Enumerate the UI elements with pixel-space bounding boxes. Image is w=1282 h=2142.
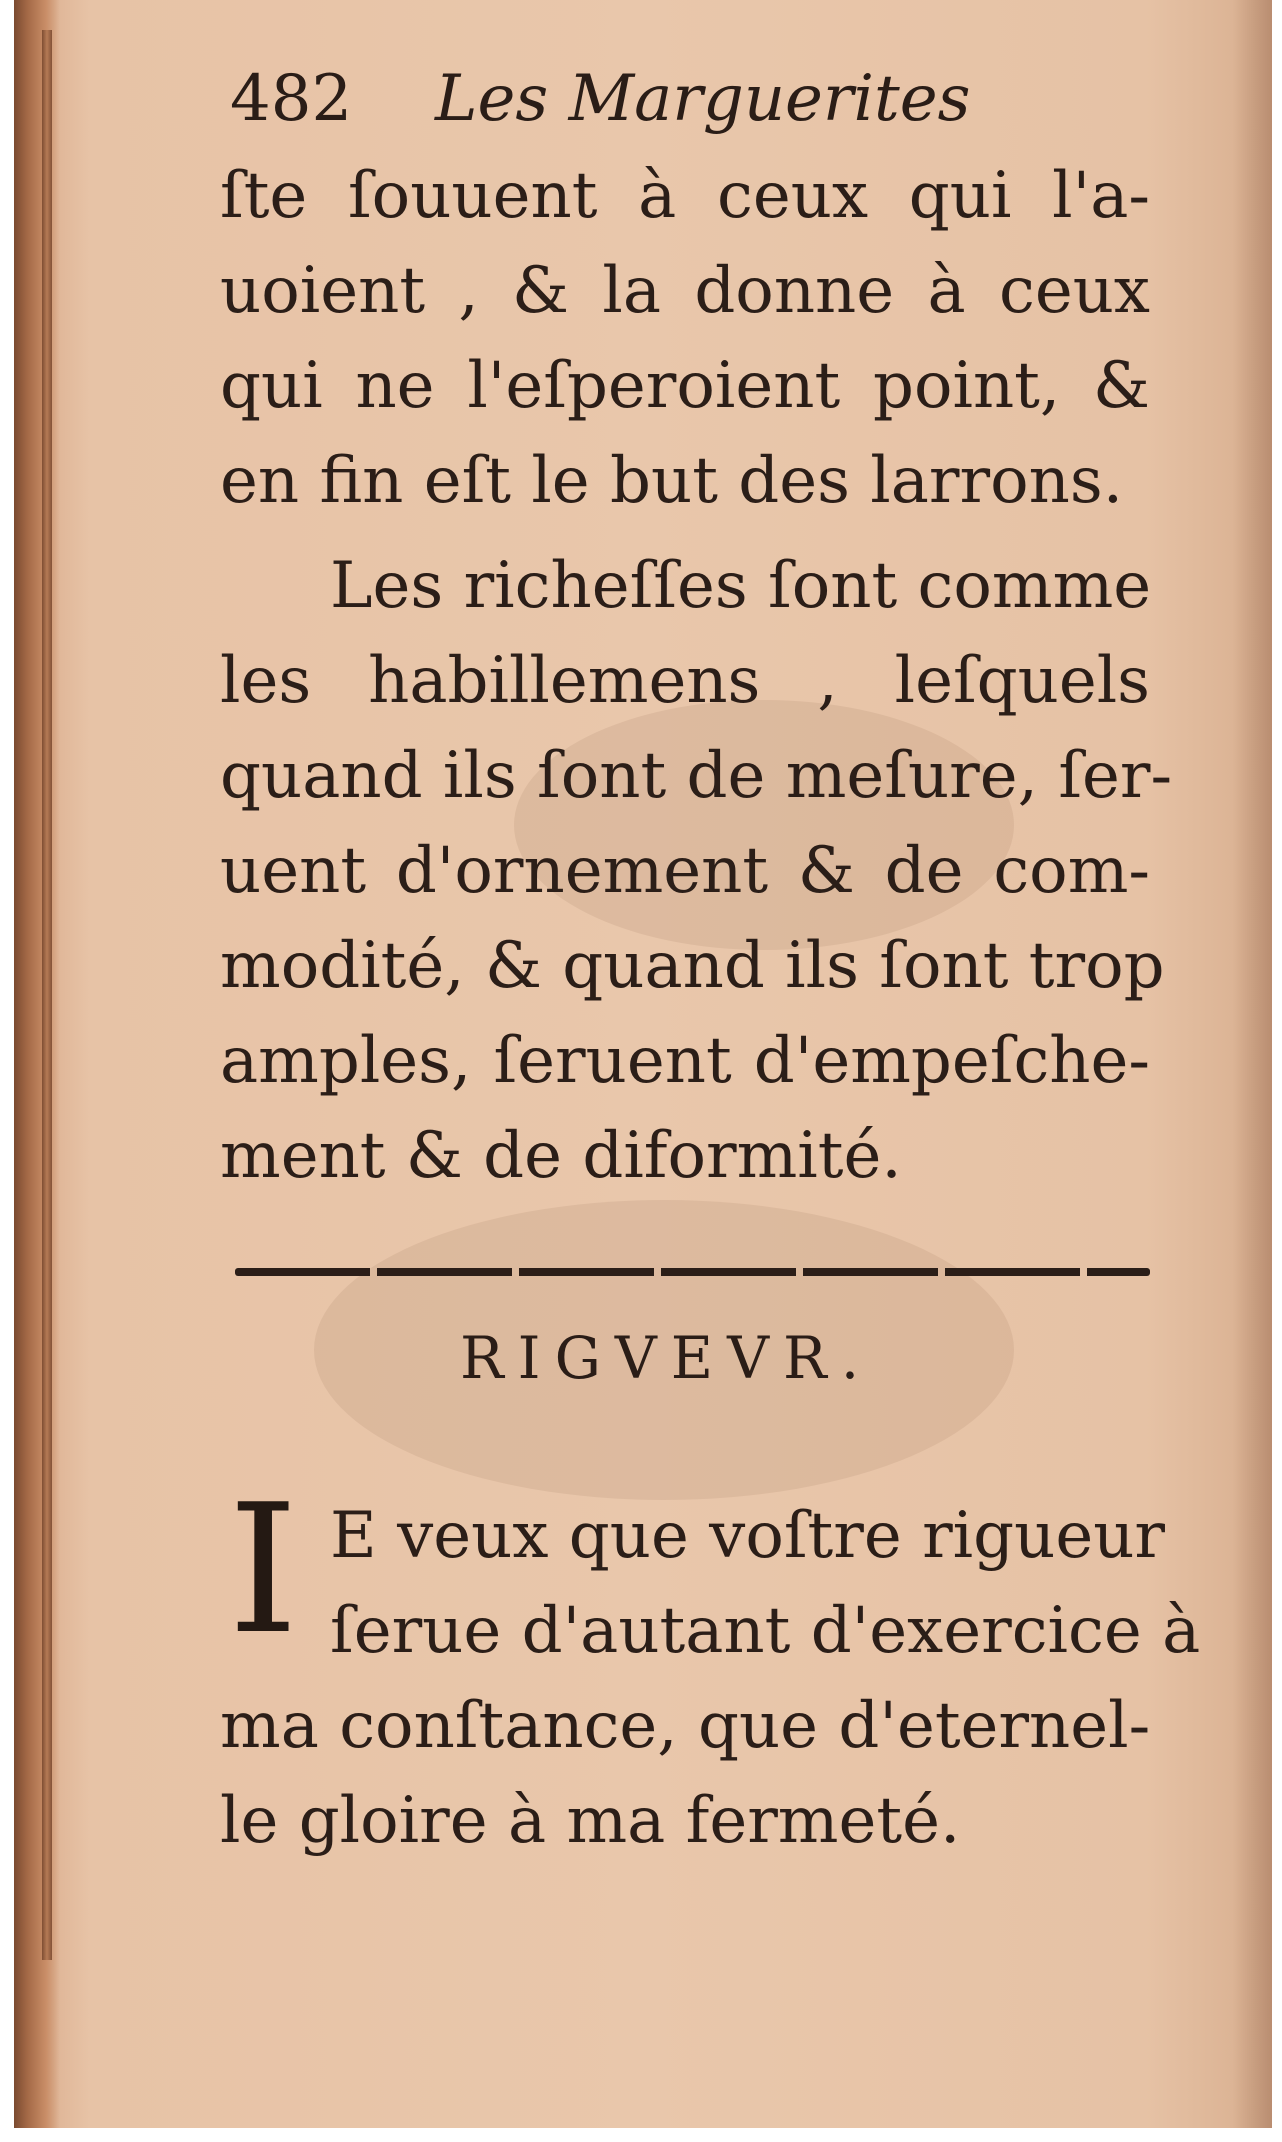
text-line: ſte ſouuent à ceux qui l'a- (220, 159, 1150, 233)
text-line: ſerue d'autant d'exercice à (330, 1594, 1201, 1668)
text-line: E veux que voſtre rigueur (330, 1499, 1165, 1573)
text-line: uent d'ornement & de com- (220, 834, 1150, 908)
drop-cap: I (228, 1466, 299, 1673)
page-header (220, 62, 1150, 152)
text-line: quand ils ſont de meſure, ſer- (220, 739, 1173, 813)
page-number: 482 (230, 62, 353, 136)
text-line: qui ne l'eſperoient point, & (220, 349, 1150, 423)
book-spine-shadow (14, 0, 60, 2128)
text-line: modité, & quand ils ſont trop (220, 929, 1165, 1003)
text-line: les habillemens , leſquels (220, 644, 1150, 718)
book-spine-edge (42, 30, 52, 1960)
section-divider-rule (235, 1268, 1150, 1276)
text-line: le gloire à ma fermeté. (220, 1784, 961, 1858)
text-line: amples, ſeruent d'empeſche- (220, 1024, 1150, 1098)
text-line: ma conſtance, que d'eternel- (220, 1689, 1151, 1763)
text-line: uoient , & la donne à ceux (220, 254, 1150, 328)
section-heading: RIGVEVR. (460, 1324, 874, 1392)
running-title: Les Marguerites (435, 62, 971, 136)
page-edge-shadow (1232, 0, 1272, 2128)
text-line: Les richeſſes ſont comme (330, 549, 1152, 623)
text-line: en fin eſt le but des larrons. (220, 444, 1124, 518)
text-line: ment & de diformité. (220, 1119, 902, 1193)
